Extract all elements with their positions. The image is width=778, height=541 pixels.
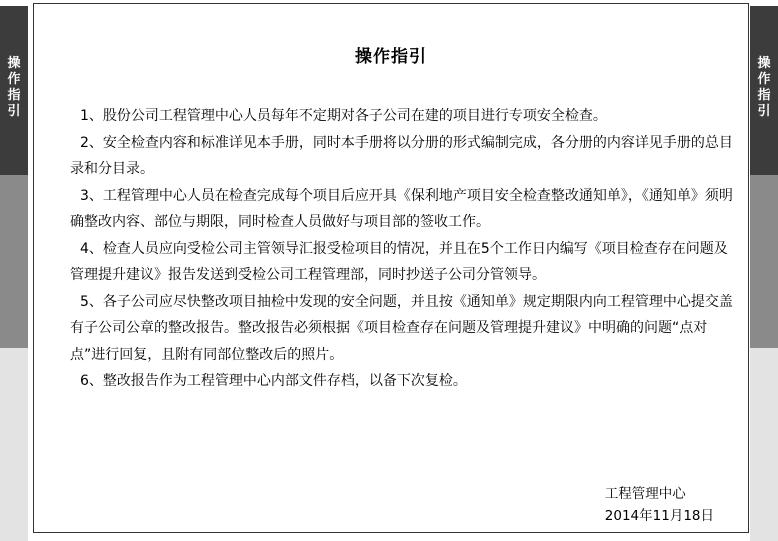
signature-org: 工程管理中心 bbox=[604, 486, 686, 502]
right-side-tab-label bbox=[750, 56, 778, 120]
left-side-tab-char-1: 操 bbox=[7, 56, 21, 71]
paragraph-2: 2、安全检查内容和标准详见本手册，同时本手册将以分册的形式编制完成，各分册的内容详见手册的总目录和分目录。 bbox=[70, 134, 733, 177]
left-side-band-light bbox=[0, 348, 28, 541]
paragraph-1: 1、股份公司工程管理中心人员每年不定期对各子公司在建的项目进行专项安全检查。 bbox=[80, 108, 607, 124]
right-side-tab[interactable] bbox=[750, 6, 778, 175]
document-body bbox=[70, 103, 738, 395]
right-side-tab-char-1: 操 bbox=[757, 56, 771, 71]
left-side-tab-char-3: 指 bbox=[7, 88, 21, 103]
left-side-tab-char-2: 作 bbox=[7, 72, 21, 87]
page-title: 操作指引 bbox=[355, 47, 427, 67]
signature-block bbox=[605, 483, 714, 527]
right-side-tab-char-3: 指 bbox=[757, 88, 771, 103]
right-side-tab-char-4: 引 bbox=[757, 104, 771, 119]
left-side-tab[interactable] bbox=[0, 6, 28, 175]
right-side-tab-char-2: 作 bbox=[757, 72, 771, 87]
document-panel bbox=[33, 3, 749, 533]
paragraph-3: 3、工程管理中心人员在检查完成每个项目后应开具《保利地产项目安全检查整改通知单》，《通知单》须明确整改内容、部位与期限，同时检查人员做好与项目部的签收工作。 bbox=[70, 187, 733, 230]
left-side-tab-char-4: 引 bbox=[7, 104, 21, 119]
left-side-band-gray bbox=[0, 175, 28, 348]
right-side-band-light bbox=[750, 348, 778, 541]
paragraph-6: 6、整改报告作为工程管理中心内部文件存档，以备下次复检。 bbox=[80, 373, 467, 389]
paragraph-4: 4、检查人员应向受检公司主管领导汇报受检项目的情况，并且在5个工作日内编写《项目检查存在问题及管理提升建议》报告发送到受检公司工程管理部，同时抄送子公司分管领导。 bbox=[70, 240, 728, 283]
right-side-band-gray bbox=[750, 175, 778, 348]
left-side-tab-label bbox=[0, 56, 28, 120]
signature-date: 2014年11月18日 bbox=[604, 508, 714, 524]
paragraph-5: 5、各子公司应尽快整改项目抽检中发现的安全问题，并且按《通知单》规定期限内向工程管理中心提交盖有子公司公章的整改报告。整改报告必须根据《项目检查存在问题及管理提升建议》中明确的问题“点对点”进行回复，且附有同部位整改后的照片。 bbox=[70, 293, 733, 363]
